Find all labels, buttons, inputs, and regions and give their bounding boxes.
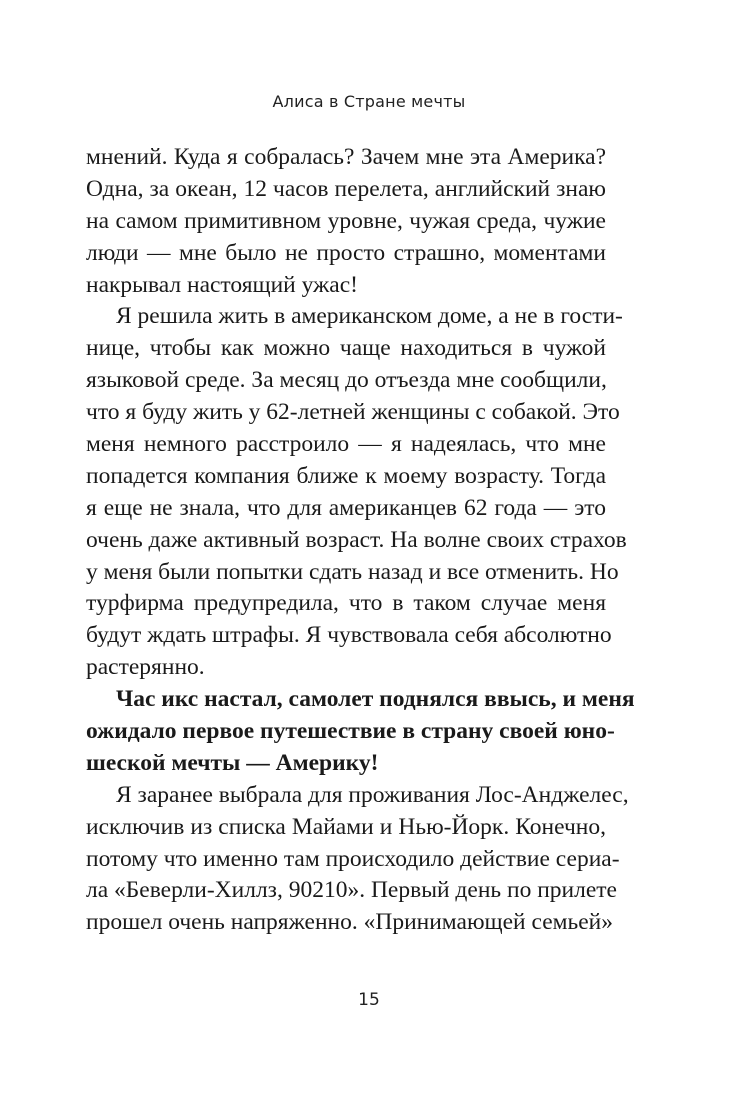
text-line: нице, чтобы как можно чаще находиться в чужой <box>86 335 606 362</box>
text-line: что я буду жить у 62-летней женщины с собакой. Это <box>86 399 620 426</box>
paragraph-3-bold <box>86 684 635 780</box>
text-line: Я решила жить в американском доме, а не в гости- <box>116 303 623 330</box>
paragraph-1 <box>86 142 606 301</box>
text-line: люди — мне было не просто страшно, моментами <box>86 239 606 266</box>
text-line: я еще не знала, что для американцев 62 года — это <box>86 494 606 521</box>
paragraph-2 <box>86 301 627 684</box>
text-line: на самом примитивном уровне, чужая среда, чужие <box>86 207 606 234</box>
paragraph-4 <box>86 780 629 939</box>
text-line: шеской мечты — Америку! <box>86 749 379 776</box>
text-line: Одна, за океан, 12 часов перелета, английский знаю <box>86 175 606 202</box>
page-number: 15 <box>358 990 380 1010</box>
text-line: турфирма предупредила, что в таком случае меня <box>86 590 606 617</box>
text-line: потому что именно там происходило действие сериа- <box>86 845 620 872</box>
text-line: очень даже активный возраст. На волне своих страхов <box>86 526 627 553</box>
text-line: ла «Беверли-Хиллз, 90210». Первый день по прилете <box>86 877 617 904</box>
text-line: будут ждать штрафы. Я чувствовала себя абсолютно <box>86 622 612 649</box>
text-line: попадется компания ближе к моему возрасту. Тогда <box>86 462 606 489</box>
text-line: растерянно. <box>86 654 205 681</box>
text-line: прошел очень напряженно. «Принимающей семьей» <box>86 909 613 936</box>
running-head: Алиса в Стране мечты <box>272 92 466 111</box>
text-line: Час икс настал, самолет поднялся ввысь, и меня <box>116 686 635 713</box>
text-line: накрывал настоящий ужас! <box>86 271 358 298</box>
text-line: у меня были попытки сдать назад и все отменить. Но <box>86 558 619 585</box>
text-line: меня немного расстроило — я надеялась, что мне <box>86 431 606 458</box>
text-line: языковой среде. За месяц до отъезда мне сообщили, <box>86 367 607 394</box>
body-text <box>86 142 635 939</box>
text-line: ожидало первое путешествие в страну своей юно- <box>86 718 615 745</box>
text-line: исключив из списка Майами и Нью-Йорк. Конечно, <box>86 813 606 840</box>
text-line: мнений. Куда я собралась? Зачем мне эта Америка? <box>86 144 606 170</box>
text-line: Я заранее выбрала для проживания Лос-Анджелес, <box>116 781 629 808</box>
